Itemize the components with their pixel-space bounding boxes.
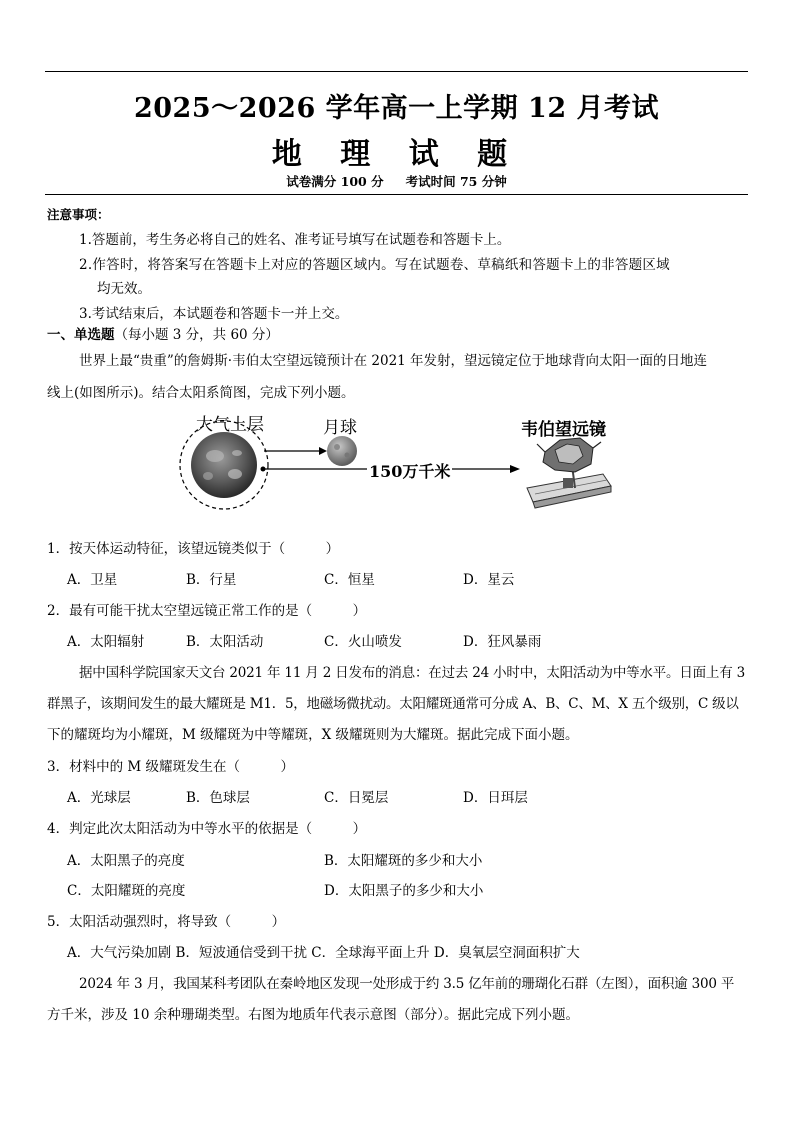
- passage2-line1: 据中国科学院国家天文台 2021 年 11 月 2 日发布的消息：在过去 24 小时中，太阳活动为中等水平。日面上有 3: [79, 665, 746, 681]
- full-score: 试卷满分 100 分: [286, 174, 384, 189]
- q3-option-d: D．日珥层: [463, 790, 528, 806]
- passage2-line2: 群黑子，该期间发生的最大耀斑是 M1．5，地磁场微扰动。太阳耀斑通常可分成 A、B、C、M、X 五个级别，C 级以: [47, 696, 739, 712]
- q3-option-a: A．光球层: [67, 790, 131, 806]
- exam-title: 2025～2026 学年高一上学期 12 月考试: [133, 93, 660, 124]
- moon-label: 月球: [323, 418, 357, 438]
- atmosphere-label: 大气上层: [196, 415, 264, 435]
- q5-stem: 5．太阳活动强烈时，将导致（ ）: [47, 914, 286, 930]
- duration: 考试时间 75 分钟: [405, 174, 507, 189]
- earth-globe: [191, 432, 257, 498]
- q2-option-d: D．狂风暴雨: [463, 634, 542, 650]
- top-rule: [45, 71, 748, 72]
- earth-moon-telescope-diagram: [175, 408, 635, 523]
- telescope-label: 韦伯望远镜: [521, 420, 606, 440]
- moon-globe: [327, 436, 357, 466]
- q2-stem: 2．最有可能干扰太空望远镜正常工作的是（ ）: [47, 603, 367, 619]
- header-rule: [45, 194, 748, 195]
- passage2-line3: 下的耀斑均为小耀斑，M 级耀斑为中等耀斑，X 级耀斑则为大耀斑。据此完成下面小题。: [47, 727, 579, 743]
- notice-item-1: 1.答题前，考生务必将自己的姓名、准考证号填写在试题卷和答题卡上。: [79, 232, 511, 248]
- passage3-line1: 2024 年 3 月，我国某科考团队在秦岭地区发现一处形成于约 3.5 亿年前的珊瑚化石群（左图），面积逾 300 平: [79, 976, 735, 992]
- q4-option-d: D．太阳黑子的多少和大小: [324, 883, 484, 899]
- notice-heading: 注意事项：: [47, 207, 110, 222]
- notice-item-2: 2.作答时，将答案写在答题卡上对应的答题区域内。写在试题卷、草稿纸和答题卡上的非答题区域: [79, 257, 670, 273]
- q2-option-b: B．太阳活动: [186, 634, 264, 650]
- section-label: 一、单选题: [47, 327, 115, 343]
- q4-option-a: A．太阳黑子的亮度: [67, 853, 185, 869]
- q1-option-c: C．恒星: [324, 572, 375, 588]
- q4-option-b: B．太阳耀斑的多少和大小: [324, 853, 483, 869]
- notice-item-2-cont: 均无效。: [97, 281, 151, 297]
- q3-option-c: C．日冕层: [324, 790, 389, 806]
- section-title: [47, 323, 279, 343]
- q1-stem: 1．按天体运动特征，该望远镜类似于（ ）: [47, 541, 340, 557]
- q4-option-c: C．太阳耀斑的亮度: [67, 883, 186, 899]
- q4-stem: 4．判定此次太阳活动为中等水平的依据是（ ）: [47, 821, 367, 837]
- passage1-line2: 线上(如图所示)。结合太阳系简图，完成下列小题。: [47, 385, 355, 401]
- q5-options: A．大气污染加剧 B．短波通信受到干扰 C．全球海平面上升 D．臭氧层空洞面积扩大: [67, 945, 580, 961]
- q2-option-c: C．火山喷发: [324, 634, 402, 650]
- section-note: （每小题 3 分，共 60 分）: [114, 327, 279, 343]
- q3-option-b: B．色球层: [186, 790, 250, 806]
- passage3-line2: 方千米，涉及 10 余种珊瑚类型。右图为地质年代表示意图（部分）。据此完成下列小题。: [47, 1007, 580, 1023]
- q3-stem: 3．材料中的 M 级耀斑发生在（ ）: [47, 759, 294, 775]
- q1-option-b: B．行星: [186, 572, 237, 588]
- passage1-line1: 世界上最“贵重”的詹姆斯·韦伯太空望远镜预计在 2021 年发射，望远镜定位于地球背向太阳一面的日地连: [79, 353, 708, 369]
- notice-item-3: 3.考试结束后，本试题卷和答题卡一并上交。: [79, 306, 349, 322]
- q2-option-a: A．太阳辐射: [67, 634, 145, 650]
- telescope-icon: [527, 438, 611, 508]
- q1-option-d: D．星云: [463, 572, 515, 588]
- exam-info: [0, 172, 793, 190]
- distance-label: 150万千米: [369, 462, 451, 481]
- subject-title: 地 理 试 题: [271, 137, 522, 172]
- q1-option-a: A．卫星: [67, 572, 118, 588]
